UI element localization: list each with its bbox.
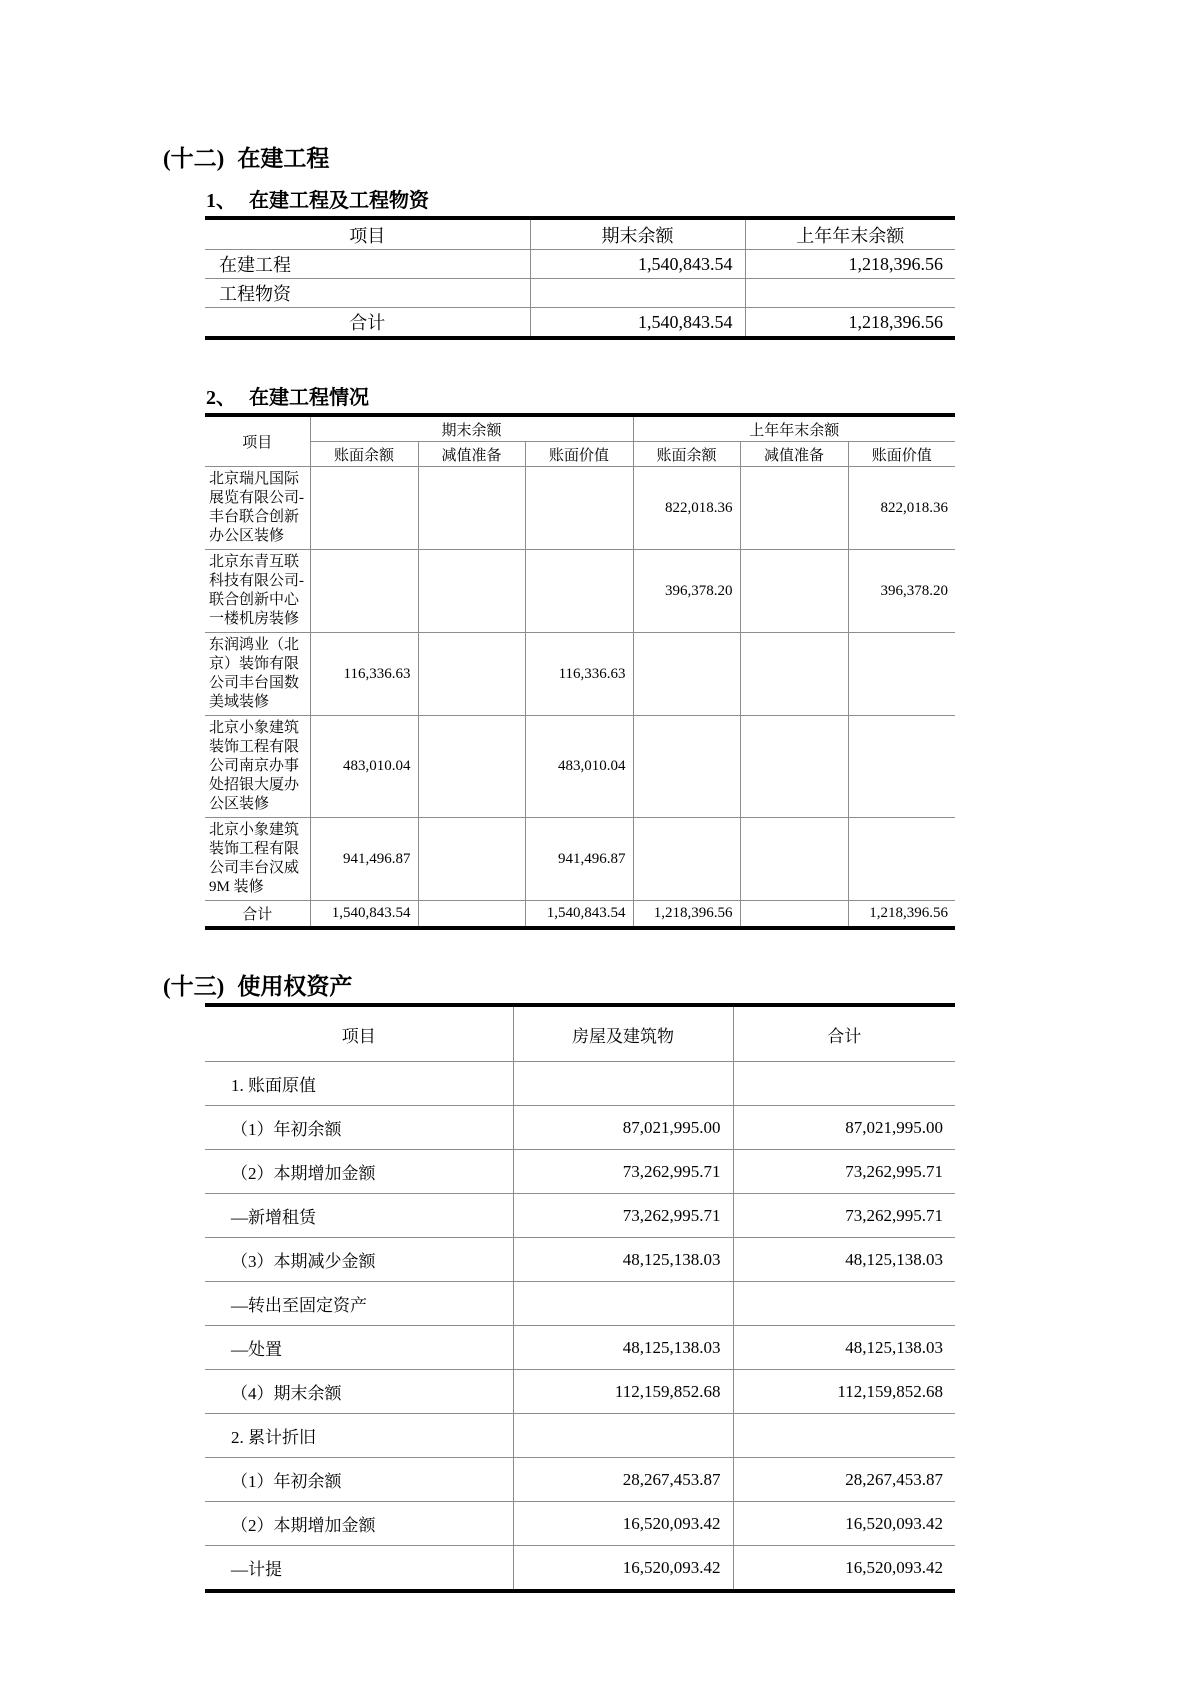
item-cell: 工程物资 xyxy=(205,279,530,308)
value-cell: 1,218,396.56 xyxy=(745,250,955,279)
value-cell: 28,267,453.87 xyxy=(513,1458,733,1502)
table-row xyxy=(205,1502,955,1546)
item-cell: 在建工程 xyxy=(205,250,530,279)
value-cell: 87,021,995.00 xyxy=(513,1106,733,1150)
item-cell: （3）本期减少金额 xyxy=(205,1238,513,1282)
value-cell xyxy=(530,279,745,308)
value-cell xyxy=(740,716,848,818)
value-cell xyxy=(848,633,955,716)
value-cell: 483,010.04 xyxy=(525,716,633,818)
value-cell xyxy=(513,1062,733,1106)
section-12-title: 在建工程 xyxy=(237,146,330,171)
header-group-cell: 上年年末余额 xyxy=(633,415,955,442)
value-cell xyxy=(848,716,955,818)
value-cell xyxy=(633,818,740,901)
total-label-cell: 合计 xyxy=(205,901,310,929)
subsection-2-heading xyxy=(206,386,955,410)
value-cell: 1,218,396.56 xyxy=(745,308,955,339)
value-cell xyxy=(418,818,525,901)
value-cell: 116,336.63 xyxy=(525,633,633,716)
value-cell: 396,378.20 xyxy=(848,550,955,633)
table-row xyxy=(205,1458,955,1502)
value-cell: 48,125,138.03 xyxy=(513,1238,733,1282)
value-cell: 396,378.20 xyxy=(633,550,740,633)
value-cell: 1,540,843.54 xyxy=(525,901,633,929)
item-cell: （1）年初余额 xyxy=(205,1106,513,1150)
value-cell: 116,336.63 xyxy=(310,633,418,716)
value-cell xyxy=(733,1062,955,1106)
value-cell: 483,010.04 xyxy=(310,716,418,818)
subsection-1-number: 1、 xyxy=(206,190,236,212)
value-cell: 822,018.36 xyxy=(848,467,955,550)
project-name-cell: 东润鸿业（北京）装饰有限公司丰台国数美域装修 xyxy=(205,633,310,716)
value-cell xyxy=(740,550,848,633)
value-cell: 28,267,453.87 xyxy=(733,1458,955,1502)
value-cell: 16,520,093.42 xyxy=(513,1546,733,1592)
header-group-cell: 期末余额 xyxy=(310,415,633,442)
header-cell: 减值准备 xyxy=(418,442,525,467)
value-cell: 73,262,995.71 xyxy=(733,1194,955,1238)
value-cell: 1,540,843.54 xyxy=(530,308,745,339)
value-cell xyxy=(740,818,848,901)
section-13-title: 使用权资产 xyxy=(237,974,353,999)
value-cell: 941,496.87 xyxy=(525,818,633,901)
value-cell xyxy=(633,633,740,716)
value-cell: 1,218,396.56 xyxy=(848,901,955,929)
value-cell xyxy=(733,1414,955,1458)
item-cell: （1）年初余额 xyxy=(205,1458,513,1502)
table-row xyxy=(205,1106,955,1150)
section-12-heading xyxy=(163,146,955,172)
value-cell xyxy=(310,467,418,550)
table-header-row xyxy=(205,1005,955,1062)
header-cell: 合计 xyxy=(733,1005,955,1062)
item-cell: 1. 账面原值 xyxy=(205,1062,513,1106)
subsection-2-title: 在建工程情况 xyxy=(249,387,369,409)
value-cell xyxy=(418,550,525,633)
total-row xyxy=(205,901,955,929)
table-row xyxy=(205,1370,955,1414)
value-cell: 16,520,093.42 xyxy=(733,1502,955,1546)
table-row xyxy=(205,1238,955,1282)
value-cell xyxy=(525,550,633,633)
value-cell: 112,159,852.68 xyxy=(513,1370,733,1414)
table-row xyxy=(205,1326,955,1370)
value-cell: 73,262,995.71 xyxy=(733,1150,955,1194)
value-cell: 1,540,843.54 xyxy=(530,250,745,279)
project-name-cell: 北京瑞凡国际展览有限公司-丰台联合创新办公区装修 xyxy=(205,467,310,550)
value-cell: 48,125,138.03 xyxy=(513,1326,733,1370)
value-cell: 941,496.87 xyxy=(310,818,418,901)
table-row xyxy=(205,1062,955,1106)
value-cell: 822,018.36 xyxy=(633,467,740,550)
item-cell: —转出至固定资产 xyxy=(205,1282,513,1326)
value-cell: 16,520,093.42 xyxy=(733,1546,955,1592)
item-cell: （4）期末余额 xyxy=(205,1370,513,1414)
table-row xyxy=(205,467,955,550)
value-cell: 16,520,093.42 xyxy=(513,1502,733,1546)
value-cell xyxy=(525,467,633,550)
value-cell xyxy=(418,467,525,550)
subsection-1-heading xyxy=(206,189,955,213)
header-cell: 减值准备 xyxy=(740,442,848,467)
value-cell xyxy=(740,467,848,550)
table-row xyxy=(205,1282,955,1326)
header-cell: 项目 xyxy=(205,218,530,250)
table-row xyxy=(205,633,955,716)
table-row xyxy=(205,550,955,633)
header-cell: 项目 xyxy=(205,415,310,467)
value-cell xyxy=(418,633,525,716)
table-header-row xyxy=(205,218,955,250)
value-cell: 87,021,995.00 xyxy=(733,1106,955,1150)
header-cell: 账面余额 xyxy=(310,442,418,467)
value-cell: 1,218,396.56 xyxy=(633,901,740,929)
value-cell xyxy=(745,279,955,308)
section-13-heading xyxy=(163,974,955,1000)
subsection-2-number: 2、 xyxy=(206,387,236,409)
total-row xyxy=(205,308,955,339)
total-label-cell: 合计 xyxy=(205,308,530,339)
section-13-number: (十三) xyxy=(163,974,225,999)
header-cell: 账面价值 xyxy=(848,442,955,467)
item-cell: —新增租赁 xyxy=(205,1194,513,1238)
table-row xyxy=(205,250,955,279)
table-row xyxy=(205,1546,955,1592)
cip-and-materials-table xyxy=(205,216,955,340)
value-cell xyxy=(848,818,955,901)
header-cell: 期末余额 xyxy=(530,218,745,250)
item-cell: 2. 累计折旧 xyxy=(205,1414,513,1458)
value-cell xyxy=(418,901,525,929)
table-subheader-row xyxy=(205,442,955,467)
right-of-use-assets-table xyxy=(205,1003,955,1593)
table-row xyxy=(205,818,955,901)
header-cell: 上年年末余额 xyxy=(745,218,955,250)
value-cell: 112,159,852.68 xyxy=(733,1370,955,1414)
project-name-cell: 北京东青互联科技有限公司-联合创新中心一楼机房装修 xyxy=(205,550,310,633)
value-cell xyxy=(310,550,418,633)
value-cell xyxy=(740,633,848,716)
value-cell xyxy=(733,1282,955,1326)
value-cell xyxy=(740,901,848,929)
table-header-row xyxy=(205,415,955,442)
project-name-cell: 北京小象建筑装饰工程有限公司南京办事处招银大厦办公区装修 xyxy=(205,716,310,818)
value-cell: 73,262,995.71 xyxy=(513,1194,733,1238)
subsection-1-title: 在建工程及工程物资 xyxy=(249,190,429,212)
table-row xyxy=(205,279,955,308)
header-cell: 账面价值 xyxy=(525,442,633,467)
header-cell: 房屋及建筑物 xyxy=(513,1005,733,1062)
table-row xyxy=(205,1194,955,1238)
header-cell: 账面余额 xyxy=(633,442,740,467)
value-cell xyxy=(633,716,740,818)
item-cell: （2）本期增加金额 xyxy=(205,1502,513,1546)
item-cell: —计提 xyxy=(205,1546,513,1592)
value-cell xyxy=(513,1414,733,1458)
value-cell: 73,262,995.71 xyxy=(513,1150,733,1194)
header-cell: 项目 xyxy=(205,1005,513,1062)
item-cell: （2）本期增加金额 xyxy=(205,1150,513,1194)
value-cell xyxy=(418,716,525,818)
table-row xyxy=(205,1414,955,1458)
value-cell xyxy=(513,1282,733,1326)
value-cell: 1,540,843.54 xyxy=(310,901,418,929)
value-cell: 48,125,138.03 xyxy=(733,1238,955,1282)
section-12-number: (十二) xyxy=(163,146,225,171)
value-cell: 48,125,138.03 xyxy=(733,1326,955,1370)
page-content xyxy=(163,146,955,1593)
cip-detail-table xyxy=(205,413,955,930)
item-cell: —处置 xyxy=(205,1326,513,1370)
project-name-cell: 北京小象建筑装饰工程有限公司丰台汉威9M 装修 xyxy=(205,818,310,901)
table-row xyxy=(205,1150,955,1194)
table-row xyxy=(205,716,955,818)
